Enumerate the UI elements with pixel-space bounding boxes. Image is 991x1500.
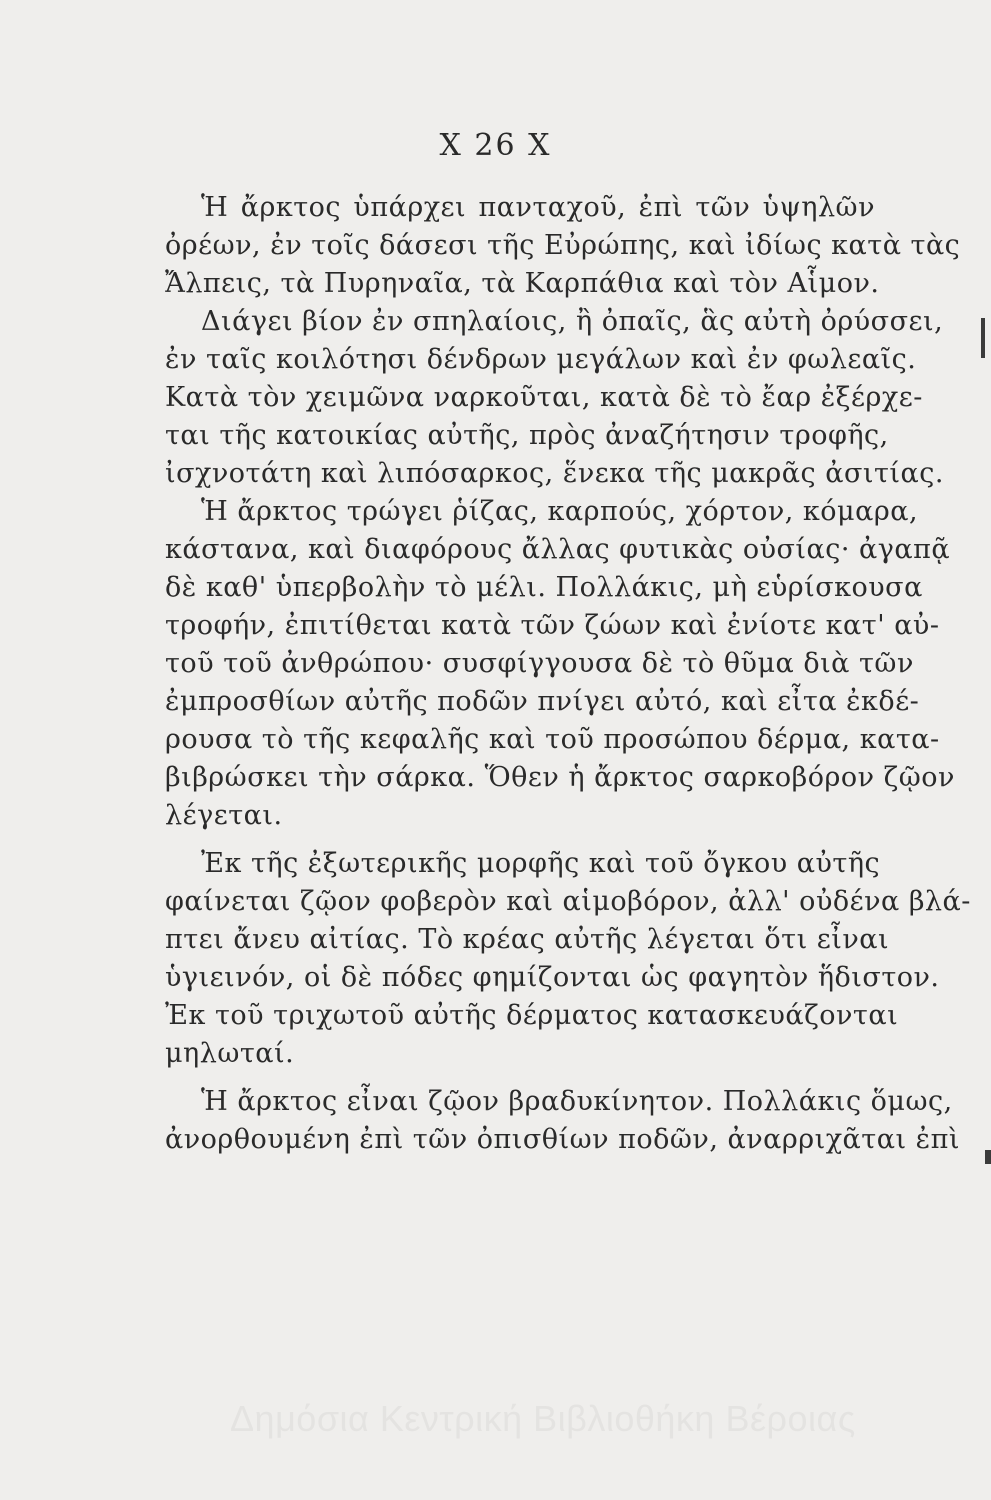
text-line: κάστανα, καὶ διαφόρους ἄλλας φυτικὰς οὐσίας· ἀγαπᾷ [165, 534, 951, 565]
text-line: ἰσχνοτάτη καὶ λιπόσαρκος, ἕνεκα τῆς μακρᾶς ἀσιτίας. [165, 458, 944, 489]
text-line: ρουσα τὸ τῆς κεφαλῆς καὶ τοῦ προσώπου δέρμα, κατα- [165, 724, 940, 755]
text-line: Ἡ ἄρκτος ὑπάρχει πανταχοῦ, ἐπὶ τῶν ὑψηλῶν [201, 192, 875, 223]
text-line: ἐμπροσθίων αὐτῆς ποδῶν πνίγει αὐτό, καὶ εἶτα ἐκδέ- [165, 686, 920, 717]
text-line: φαίνεται ζῷον φοβερὸν καὶ αἱμοβόρον, ἀλλ' οὐδένα βλά- [165, 886, 971, 917]
text-line: πτει ἄνευ αἰτίας. Τὸ κρέας αὐτῆς λέγεται ὅτι εἶναι [165, 924, 890, 955]
text-line: μηλωταί. [165, 1038, 295, 1069]
text-line: Ἡ ἄρκτος εἶναι ζῷον βραδυκίνητον. Πολλάκις ὅμως, [201, 1086, 953, 1117]
text-line: Διάγει βίον ἐν σπηλαίοις, ἢ ὀπαῖς, ἃς αὐτὴ ὀρύσσει, [201, 306, 944, 337]
text-line: Ἡ ἄρκτος τρώγει ῥίζας, καρπούς, χόρτον, κόμαρα, [201, 496, 919, 527]
text-line: ται τῆς κατοικίας αὐτῆς, πρὸς ἀναζήτησιν τροφῆς, [165, 420, 889, 451]
text-line: λέγεται. [165, 800, 283, 831]
library-watermark: Δημόσια Κεντρική Βιβλιοθήκη Βέροιας [230, 1398, 856, 1439]
text-line: τροφήν, ἐπιτίθεται κατὰ τῶν ζώων καὶ ἐνίοτε κατ' αὐ- [165, 610, 940, 641]
text-line: ἀνορθουμένη ἐπὶ τῶν ὀπισθίων ποδῶν, ἀναρριχᾶται ἐπὶ [165, 1124, 960, 1155]
text-line: ὀρέων, ἐν τοῖς δάσεσι τῆς Εὐρώπης, καὶ ἰδίως κατὰ τὰς [165, 230, 961, 261]
text-line: τοῦ τοῦ ἀνθρώπου· συσφίγγουσα δὲ τὸ θῦμα διὰ τῶν [165, 648, 914, 679]
text-line: Ἐκ τοῦ τριχωτοῦ αὐτῆς δέρματος κατασκευάζονται [165, 1000, 899, 1031]
text-line: Ἐκ τῆς ἐξωτερικῆς μορφῆς καὶ τοῦ ὄγκου αὐτῆς [201, 848, 881, 879]
text-line: ἐν ταῖς κοιλότησι δένδρων μεγάλων καὶ ἐν φωλεαῖς. [165, 344, 917, 375]
page-edge-mark [981, 318, 985, 358]
text-line: ὑγιεινόν, οἱ δὲ πόδες φημίζονται ὡς φαγητὸν ἥδιστον. [165, 962, 940, 993]
page-number: X 26 X [439, 128, 552, 163]
text-line: Κατὰ τὸν χειμῶνα ναρκοῦται, κατὰ δὲ τὸ ἔαρ ἐξέρχε- [165, 382, 923, 413]
text-line: βιβρώσκει τὴν σάρκα. Ὅθεν ἡ ἄρκτος σαρκοβόρον ζῷον [165, 762, 955, 793]
text-line: Ἄλπεις, τὰ Πυρηναῖα, τὰ Καρπάθια καὶ τὸν Αἷμον. [165, 268, 880, 299]
text-line: δὲ καθ' ὑπερβολὴν τὸ μέλι. Πολλάκις, μὴ εὑρίσκουσα [165, 572, 923, 603]
page-edge-mark [985, 1150, 991, 1164]
